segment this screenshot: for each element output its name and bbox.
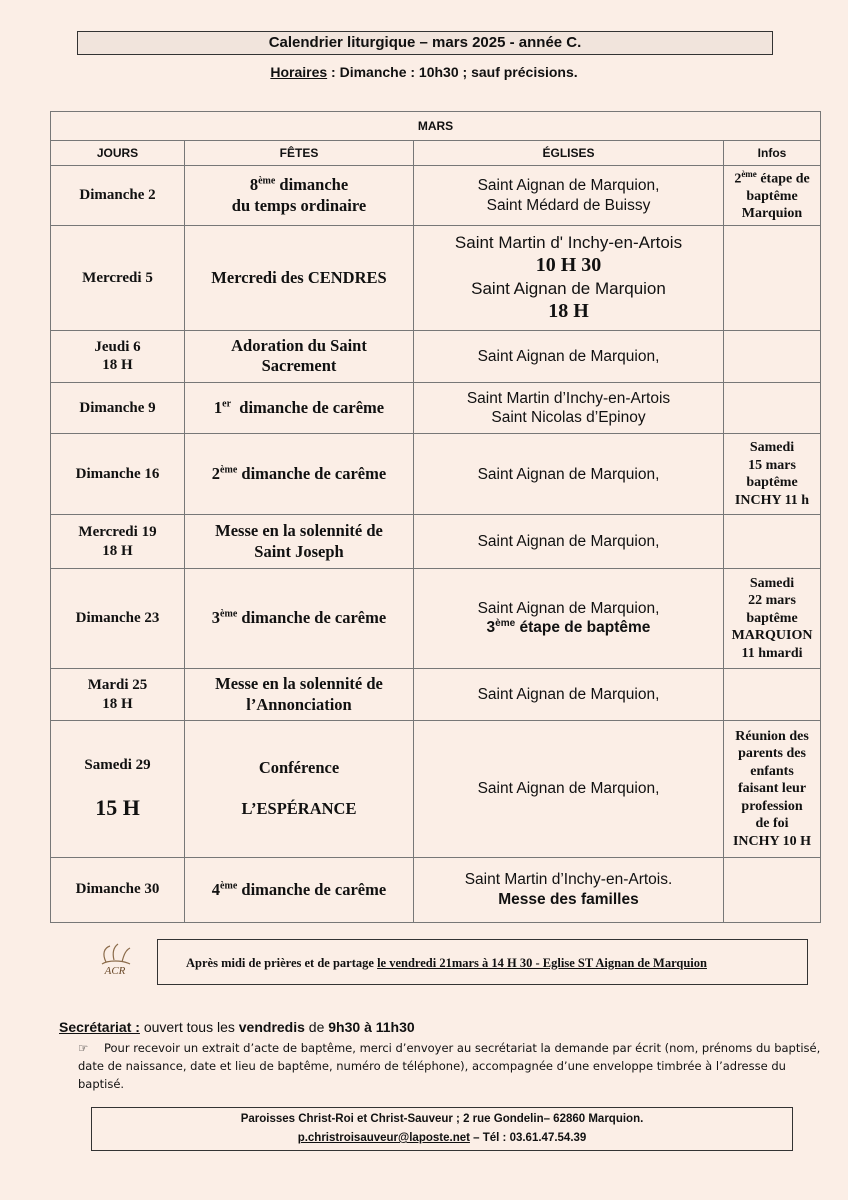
- day-cell: Samedi 29 15 H: [51, 721, 185, 858]
- info-cell: [724, 515, 821, 568]
- day-cell: Dimanche 30: [51, 857, 185, 922]
- day-cell: Dimanche 9: [51, 382, 185, 433]
- info-cell: [724, 382, 821, 433]
- info-cell: Samedi 15 mars baptême INCHY 11 h: [724, 434, 821, 515]
- day-cell: Mercredi 19 18 H: [51, 515, 185, 568]
- day-cell: Mercredi 5: [51, 226, 185, 330]
- info-cell: [724, 668, 821, 720]
- church-cell: Saint Martin d’Inchy-en-Artois. Messe des familles: [414, 857, 724, 922]
- church-cell: Saint Aignan de Marquion,: [414, 515, 724, 568]
- table-row: [51, 330, 821, 382]
- feast-cell: Messe en la solennité de Saint Joseph: [185, 515, 414, 568]
- church-cell: Saint Aignan de Marquion, 3ème étape de baptême: [414, 568, 724, 668]
- church-cell: Saint Aignan de Marquion,: [414, 434, 724, 515]
- feast-cell: 2ème dimanche de carême: [185, 434, 414, 515]
- day-cell: Dimanche 16: [51, 434, 185, 515]
- column-header-fetes: FÊTES: [185, 141, 414, 166]
- pointer-hand-icon: ☞: [78, 1041, 89, 1055]
- day-cell: Jeudi 6 18 H: [51, 330, 185, 382]
- info-cell: 2ème étape de baptême Marquion: [724, 166, 821, 226]
- church-cell: Saint Aignan de Marquion, Saint Médard de Buissy: [414, 166, 724, 226]
- table-row: [51, 568, 821, 668]
- info-cell: Réunion des parents des enfants faisant leur profession de foi INCHY 10 H: [724, 721, 821, 858]
- feast-cell: Mercredi des CENDRES: [185, 226, 414, 330]
- table-row: [51, 166, 821, 226]
- secretariat-note: ☞ Pour recevoir un extrait d’acte de baptême, merci d’envoyer au secrétariat la demande par écrit (nom, prénoms du baptisé, date de naissance, date et lieu de baptême, numéro de téléphone), accompagnée d’une enveloppe timbrée à l’adresse du baptisé.: [78, 1041, 821, 1091]
- hours-line: [0, 64, 848, 80]
- feast-cell: Adoration du Saint Sacrement: [185, 330, 414, 382]
- feast-cell: 1er dimanche de carême: [185, 382, 414, 433]
- table-row: [51, 857, 821, 922]
- column-header-infos: Infos: [724, 141, 821, 166]
- email-link[interactable]: p.christroisauveur@laposte.net: [297, 1132, 470, 1144]
- church-cell: Saint Martin d’Inchy-en-Artois Saint Nicolas d’Epinoy: [414, 382, 724, 433]
- feast-cell: 3ème dimanche de carême: [185, 568, 414, 668]
- church-cell: Saint Aignan de Marquion,: [414, 721, 724, 858]
- liturgical-calendar-table: [50, 111, 821, 923]
- day-cell: Dimanche 23: [51, 568, 185, 668]
- table-row: [51, 515, 821, 568]
- acr-logo: [92, 942, 138, 988]
- info-cell: [724, 857, 821, 922]
- feast-cell: 4ème dimanche de carême: [185, 857, 414, 922]
- info-cell: [724, 226, 821, 330]
- church-cell: Saint Aignan de Marquion,: [414, 330, 724, 382]
- logo-text: ACR: [104, 965, 126, 977]
- secretariat-line: Secrétariat : ouvert tous les vendredis de 9h30 à 11h30: [59, 1019, 415, 1035]
- page-title: Calendrier liturgique – mars 2025 - année C.: [77, 31, 773, 55]
- hours-label: Horaires: [270, 64, 328, 80]
- column-header-jours: JOURS: [51, 141, 185, 166]
- church-cell: Saint Martin d' Inchy-en-Artois 10 H 30 Saint Aignan de Marquion 18 H: [414, 226, 724, 330]
- feast-cell: Messe en la solennité de l’Annonciation: [185, 668, 414, 720]
- table-row: [51, 382, 821, 433]
- footer-address: Paroisses Christ-Roi et Christ-Sauveur ; 2 rue Gondelin– 62860 Marquion.: [240, 1113, 644, 1125]
- info-cell: [724, 330, 821, 382]
- table-row: [51, 721, 821, 858]
- feast-cell: Conférence L’ESPÉRANCE: [185, 721, 414, 858]
- month-header: MARS: [51, 112, 821, 141]
- info-cell: Samedi 22 mars baptême MARQUION 11 hmardi: [724, 568, 821, 668]
- feast-cell: 8ème dimanche du temps ordinaire: [185, 166, 414, 226]
- church-cell: Saint Aignan de Marquion,: [414, 668, 724, 720]
- hours-text: : Dimanche : 10h30 ; sauf précisions.: [327, 64, 578, 80]
- table-row: [51, 434, 821, 515]
- footer-email-phone: p.christroisauveur@laposte.net – Tél : 03.61.47.54.39: [297, 1132, 587, 1144]
- table-row: [51, 668, 821, 720]
- day-cell: Dimanche 2: [51, 166, 185, 226]
- footer-contact: [91, 1107, 793, 1151]
- event-announcement: Après midi de prières et de partage le vendredi 21mars à 14 H 30 - Eglise ST Aignan de Marquion: [157, 939, 808, 985]
- day-cell: Mardi 25 18 H: [51, 668, 185, 720]
- column-header-eglises: ÉGLISES: [414, 141, 724, 166]
- table-row: [51, 226, 821, 330]
